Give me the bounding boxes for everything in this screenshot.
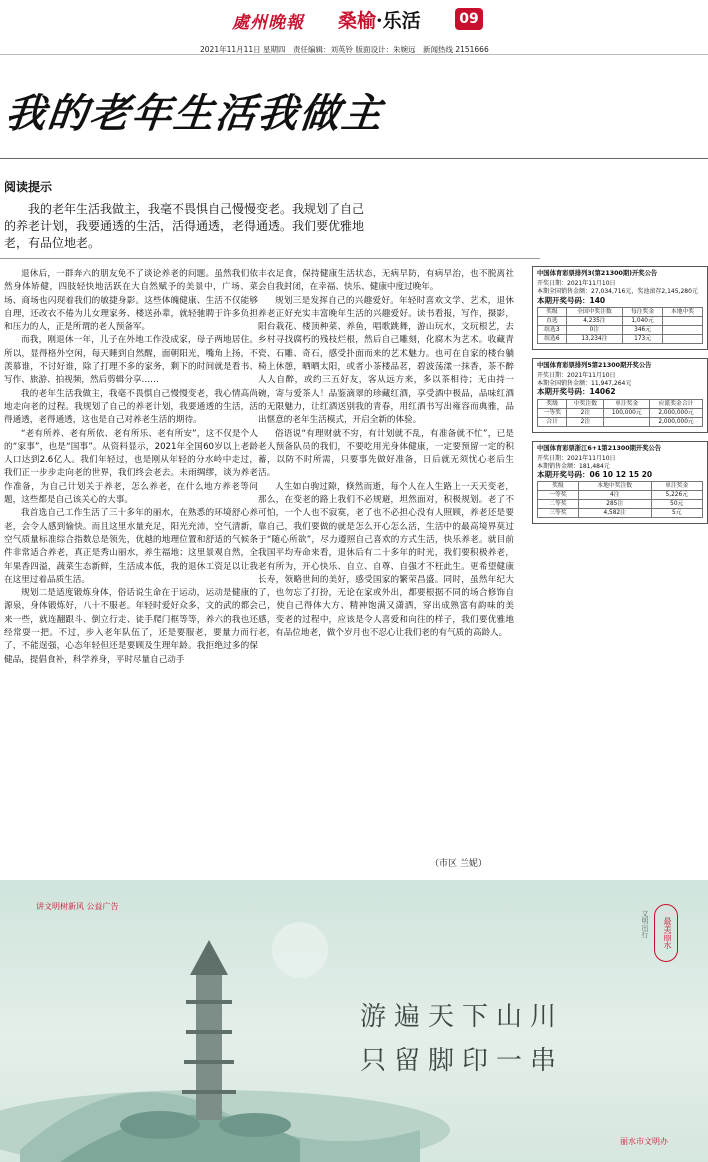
table-cell: 2,000,000元: [650, 408, 703, 417]
table-cell: 中奖注数: [567, 399, 604, 408]
paragraph: 规划二是适度锻炼身体，俗话说生命在于运动，运动是健康的源泉，身体锻炼好，八十不服老。年轻时爱好众多，文的武的都会来一些，就连翻跟斗、倒立行走、徒手爬门框等等，养六的我也还经常耍一把。不过，步入老年队伍了，还是要服老，要量力而行了，不能逞强，心态年轻但还是要顾及生理年龄。我拒绝过多的保健品，提倡食补，科学养身，平时尽量自己动手: [4, 588, 258, 665]
intro-title: 阅读提示: [4, 180, 53, 194]
table-cell: 一等奖: [538, 408, 567, 417]
table-cell: 2,000,000元: [650, 417, 703, 426]
masthead: [0, 0, 708, 40]
table-cell: 50元: [651, 500, 702, 509]
table-cell: 2注: [567, 408, 604, 417]
table-row: [538, 325, 703, 334]
table-cell: 13,234注: [566, 334, 622, 343]
lottery-winning-number: 本期开奖号码：14062: [537, 387, 616, 397]
ad-seal: 最美丽水: [654, 904, 678, 962]
table-cell: 100,000元: [604, 408, 650, 417]
lottery-winning-number: 本期开奖号码：06 10 12 15 20: [537, 470, 653, 480]
table-cell: [663, 316, 703, 325]
table-cell: 奖级: [538, 399, 567, 408]
lottery-line: 开奖日期：2021年11月10日: [537, 372, 616, 380]
lottery-sidebar: [532, 266, 708, 878]
lottery-title: 中国体育彩票浙江6+1第21300期开奖公告: [537, 444, 662, 452]
intro-text: 我的老年生活我做主，我毫不畏惧自己慢慢变老。我规划了自己的养老计划，我要通透的生活，活得通透，老得通透。我们要优雅地老，有品位地老。: [4, 202, 365, 250]
table-row: [538, 334, 703, 343]
ad-slogan-line-1: 游遍天下山川: [360, 1002, 565, 1032]
lottery-title: 中国体育彩票排列3(第21300期)开奖公告: [537, 270, 658, 277]
section-name-left: 桑榆: [338, 10, 377, 32]
paragraph: 我的老年生活我做主，我毫不畏惧自己慢慢变老，我心情高尚地走向老的过程。我规划了自己的养老计划，我要通透的生活，活得通透，老得通透，这也是自己对养老生活的期待。: [4, 388, 258, 426]
lottery-line: 开奖日期：2021年11月10日: [537, 454, 616, 462]
table-cell: 本地中奖注数: [578, 482, 651, 491]
article-byline: （市区 兰妮）: [430, 859, 487, 869]
table-cell: 组选3: [538, 325, 567, 334]
lottery-table: [537, 399, 703, 427]
table-row: [538, 491, 703, 500]
table-cell: 4注: [578, 491, 651, 500]
lottery-line: 本期全国销售金额：27,034,716元，奖池滚存2,145,280元: [537, 288, 698, 296]
lottery-line: 本期全国销售金额：11,947,264元: [537, 380, 632, 388]
article-column-2: [258, 268, 514, 640]
section-name: [338, 6, 421, 33]
table-cell: 应派奖金合计: [650, 399, 703, 408]
section-name-right: ·乐活: [376, 10, 421, 32]
table-cell: 2注: [567, 417, 604, 426]
table-cell: 5元: [651, 509, 702, 518]
table-cell: 285注: [578, 500, 651, 509]
table-cell: 4,235注: [566, 316, 622, 325]
table-row: [538, 399, 703, 408]
table-row: [538, 509, 703, 518]
lottery-notice: [532, 441, 708, 525]
table-cell: [663, 334, 703, 343]
table-row: [538, 408, 703, 417]
table-cell: 单注奖金: [604, 399, 650, 408]
pagoda-landscape-illustration: [0, 880, 708, 1162]
ad-vertical-text: 文明出行: [641, 910, 649, 938]
lottery-notice: [532, 266, 708, 350]
table-row: [538, 307, 703, 316]
public-service-ad: [0, 880, 708, 1162]
ad-tag: 讲文明树新风 公益广告: [36, 902, 119, 911]
table-cell: 一等奖: [538, 491, 579, 500]
lottery-line: 本期销售金额：181,484元: [537, 463, 610, 471]
lottery-notice: [532, 358, 708, 433]
table-cell: 全国中奖注数: [566, 307, 622, 316]
table-cell: 5,226元: [651, 491, 702, 500]
issue-info: 2021年11月11日 星期四 责任编辑：刘英铃 版面设计：朱婉远 新闻热线 2151666: [200, 45, 489, 54]
page-number-badge: 09: [455, 8, 483, 30]
newspaper-logo: 處州晚報: [232, 13, 304, 33]
paragraph: 而我，刚退休一年，儿子在外地工作没成家，母子两地居住。所以，显得格外空闲，每天睡到自然醒，面朝阳光，嘴角上扬，不羡慕谁，不讨好谁，除了打理不多的家务，剩下的时间就是看书、写作、旅游、拍视频，然后剪辑分享……: [4, 335, 258, 386]
lottery-title: 中国体育彩票排列5第21300期开奖公告: [537, 361, 652, 369]
paragraph: “老有所养、老有所依、老有所乐、老有所安”，这不仅是个人的“家事”，也是“国事”。从资料显示，2021年全国60岁以上老龄人口达到2.6亿人。我们年轻过，也是刚从年轻的分水岭中走过，我们正一步步走向老的世界，我们终会老去。未雨绸缪，谈为养老作准备，为自己计划关于养老，怎么养老，在什么地方养老等问题，这些都是自己该关心的大事。: [4, 428, 258, 506]
table-cell: 奖级: [538, 482, 579, 491]
lottery-table: [537, 307, 703, 344]
paragraph: 退休后，一群奔六的朋友免不了谈论养老的问题。虽然我们依然身体矫健，四肢轻快地活跃在大自然赋予的美景中，广场、菜场、商场也闪现着我们的敏捷身影。这些体魄健康、生活不仅能够自理，还改衣不倦为儿女理家务、楼送孙辈，就轻驰聘于许多负担和压力的人，正是所谓的老人预备军。: [4, 269, 258, 333]
paragraph: 人生如白驹过隙，倏然而逝，每个人在人生路上一天天变老，那么，在变老的路上我们不必规避，坦然面对，积极规划。老了不可怕，一个人也不寂寞，老了也不必担心没有人照顾，养老还是要靠自己，我们要做的就是怎么开心怎么活，生活中的最高境界莫过于“随心所欲”，尽力遵照自己喜欢的方式生活，快乐养老。就目前我国平均寿命来看，退休后有二十多年的时光，我们要积极养老，老有所为，开心快乐、自立、自尊、自强才不枉此生。更希望健康长寿，领略世间的美好，感受国家的繁荣昌盛。同时，虽然年纪大了，也勿忘了打扮，无论在家或外出，都要根据不同的场合修饰自己，使自己得体大方、精神饱满又潇洒，穿出成熟富有韵味的美感，变老的过程中，应该是令人喜爱和向往的样子，我们要优雅地老，有品位地老，做个岁月也不忍心让我们老的有气质的高龄人。: [258, 481, 514, 639]
table-cell: 346元: [623, 325, 663, 334]
ad-credit: 丽水市文明办: [620, 1137, 668, 1146]
table-cell: 直选: [538, 316, 567, 325]
table-cell: 合计: [538, 417, 567, 426]
table-row: [538, 316, 703, 325]
paragraph: 俗语说“有理财就不穷，有计划就不乱，有准备就不忙”，已是老人预备队员的我们，不要吃用光身体健康，一定要预留一定的积蓄，以防不时所需，只要事先做好准备，日后就无须忧心老后生活。: [258, 428, 514, 479]
divider: [0, 258, 540, 259]
lottery-table: [537, 481, 703, 518]
lottery-winning-number: 本期开奖号码：140: [537, 295, 606, 305]
table-cell: [604, 417, 650, 426]
table-cell: 1,040元: [623, 316, 663, 325]
table-cell: 每注奖金: [623, 307, 663, 316]
table-cell: 4,582注: [578, 509, 651, 518]
ad-slogan-line-2: 只留脚印一串: [360, 1046, 565, 1076]
table-row: [538, 417, 703, 426]
table-cell: 单注奖金: [651, 482, 702, 491]
table-cell: 0注: [566, 325, 622, 334]
article-column-1: [4, 268, 258, 667]
paragraph: 丰衣足食，保持健康生活状态，无病早防，有病早治，也不脱离社会自我封闭，在幸福、快乐、健康中度过晚年。: [258, 269, 514, 293]
table-cell: 组选6: [538, 334, 567, 343]
lottery-line: 开奖日期：2021年11月10日: [537, 280, 616, 288]
table-cell: 三等奖: [538, 509, 579, 518]
table-cell: 本地中奖: [663, 307, 703, 316]
table-cell: [663, 325, 703, 334]
paragraph: 我首选自己工作生活了三十多年的丽水，在熟悉的环境舒心养老，会令人感到愉快。而且这里水量充足，阳光充沛，空气清新，空气质量标准综合指数总是领先，优越的地理位置和舒适的气候条件非常适合养老，真正是秀山丽水，养生福地；这里景观自然，全年果香四溢，蔬菜生态新鲜，生活成本低，我的退休工资足以让我在这里过着品质生活。: [4, 508, 258, 585]
paragraph: 规划三是发挥自己的兴趣爱好。年轻时喜欢文学、艺术，退休养老正好充实丰富晚年生活的兴趣爱好。读书看报，写作，摄影，阳台栽花、楼顶种菜、养鱼，唱歌跳舞，游山玩水，文玩根艺，去乡村寻找腐朽的残枝烂根，然后自己雕刻，化腐木为艺术。收藏青瓷、石雕、奇石，感受扑面而来的艺术魅力。也可在自家的楼台躺椅上休憩，晒晒太阳，或者小茶楼品茗，碧波荡漾一抹香，茶不醉人人自醉，或约三五好友，客从远方来，多以茶相待；无由持一碗，寄与爱茶人！品鉴滴翠的珍藏红酒，享受酒中极品，品味红酒的无限魅力，让红酒送别我的青春，用红酒书写出雍容而典雅，品出惬意的老年生活模式，开启全新的体验。: [258, 295, 514, 426]
table-row: [538, 482, 703, 491]
table-cell: 二等奖: [538, 500, 579, 509]
divider: [0, 54, 708, 55]
divider: [0, 158, 708, 159]
table-cell: 奖级: [538, 307, 567, 316]
table-cell: 173元: [623, 334, 663, 343]
table-row: [538, 500, 703, 509]
article-headline: 我的老年生活我做主: [3, 90, 387, 137]
